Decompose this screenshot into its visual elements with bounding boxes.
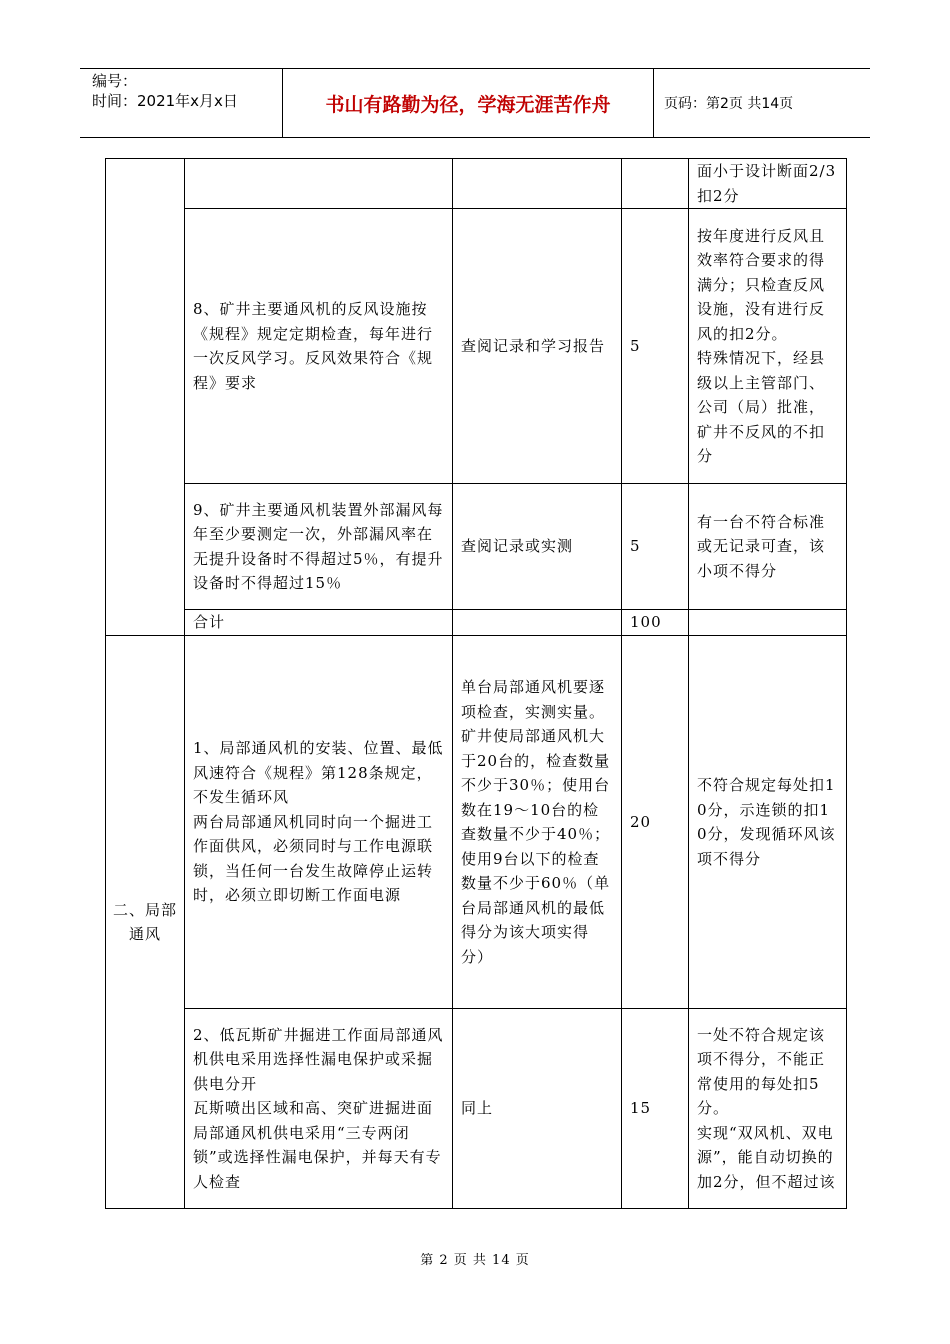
time-label: 时间：2021年x月x日 [92, 92, 238, 110]
total-label: 合计 [185, 610, 453, 636]
table-row [106, 159, 847, 209]
method-cell [453, 610, 622, 636]
score-cell: 20 [622, 636, 689, 1009]
item-cell: 2、低瓦斯矿井掘进工作面局部通风机供电采用选择性漏电保护或采掘供电分开 瓦斯喷出区域和高、突矿进掘进面局部通风机供电采用“三专两闭锁”或选择性漏电保护，并每天有专人检查 [185, 1009, 453, 1209]
page-footer: 第 2 页 共 14 页 [420, 1253, 530, 1268]
rule-cell: 面小于设计断面2/3扣2分 [689, 159, 847, 209]
item-cell: 9、矿井主要通风机装置外部漏风每年至少要测定一次，外部漏风率在无提升设备时不得超过5％，有提升设备时不得超过15％ [185, 484, 453, 610]
method-cell: 同上 [453, 1009, 622, 1209]
method-cell [453, 159, 622, 209]
score-cell [622, 159, 689, 209]
total-score: 100 [622, 610, 689, 636]
header-meta [80, 69, 280, 137]
rule-cell: 按年度进行反风且效率符合要求的得满分；只检查反风设施，没有进行反风的扣2分。 特殊情况下，经县级以上主管部门、公司（局）批准，矿井不反风的不扣分 [689, 209, 847, 484]
header-page-info: 页码：第2页 共14页 [664, 96, 794, 112]
category-cell: 二、局部通风 [106, 636, 185, 1209]
header-motto: 书山有路勤为径，学海无涯苦作舟 [282, 69, 654, 137]
item-cell [185, 159, 453, 209]
page-header [80, 68, 870, 138]
score-cell: 5 [622, 209, 689, 484]
table-row [106, 209, 847, 484]
table-row [106, 484, 847, 610]
item-cell: 8、矿井主要通风机的反风设施按《规程》规定定期检查，每年进行一次反风学习。反风效果符合《规程》要求 [185, 209, 453, 484]
score-cell: 15 [622, 1009, 689, 1209]
item-cell: 1、局部通风机的安装、位置、最低风速符合《规程》第128条规定，不发生循环风 两台局部通风机同时向一个掘进工作面供风，必须同时与工作电源联锁，当任何一台发生故障停止运转时，必须立即切断工作面电源 [185, 636, 453, 1009]
method-cell: 单台局部通风机要逐项检查，实测实量。矿井使局部通风机大于20台的，检查数量不少于30％；使用台数在19～10台的检查数量不少于40％；使用9台以下的检查数量不少于60％（单台局部通风机的最低得分为该大项实得分） [453, 636, 622, 1009]
rule-cell: 一处不符合规定该项不得分，不能正常使用的每处扣5分。 实现“双风机、双电源”，能自动切换的加2分，但不超过该 [689, 1009, 847, 1209]
rule-cell: 不符合规定每处扣10分，示连锁的扣10分，发现循环风该项不得分 [689, 636, 847, 1009]
scoring-table [105, 158, 847, 1209]
method-cell: 查阅记录和学习报告 [453, 209, 622, 484]
method-cell: 查阅记录或实测 [453, 484, 622, 610]
number-label: 编号： [92, 72, 138, 90]
table-row [106, 636, 847, 1009]
rule-cell: 有一台不符合标准或无记录可查，该小项不得分 [689, 484, 847, 610]
rule-cell [689, 610, 847, 636]
category-cell-empty [106, 159, 185, 636]
score-cell: 5 [622, 484, 689, 610]
table-row [106, 1009, 847, 1209]
total-row [106, 610, 847, 636]
